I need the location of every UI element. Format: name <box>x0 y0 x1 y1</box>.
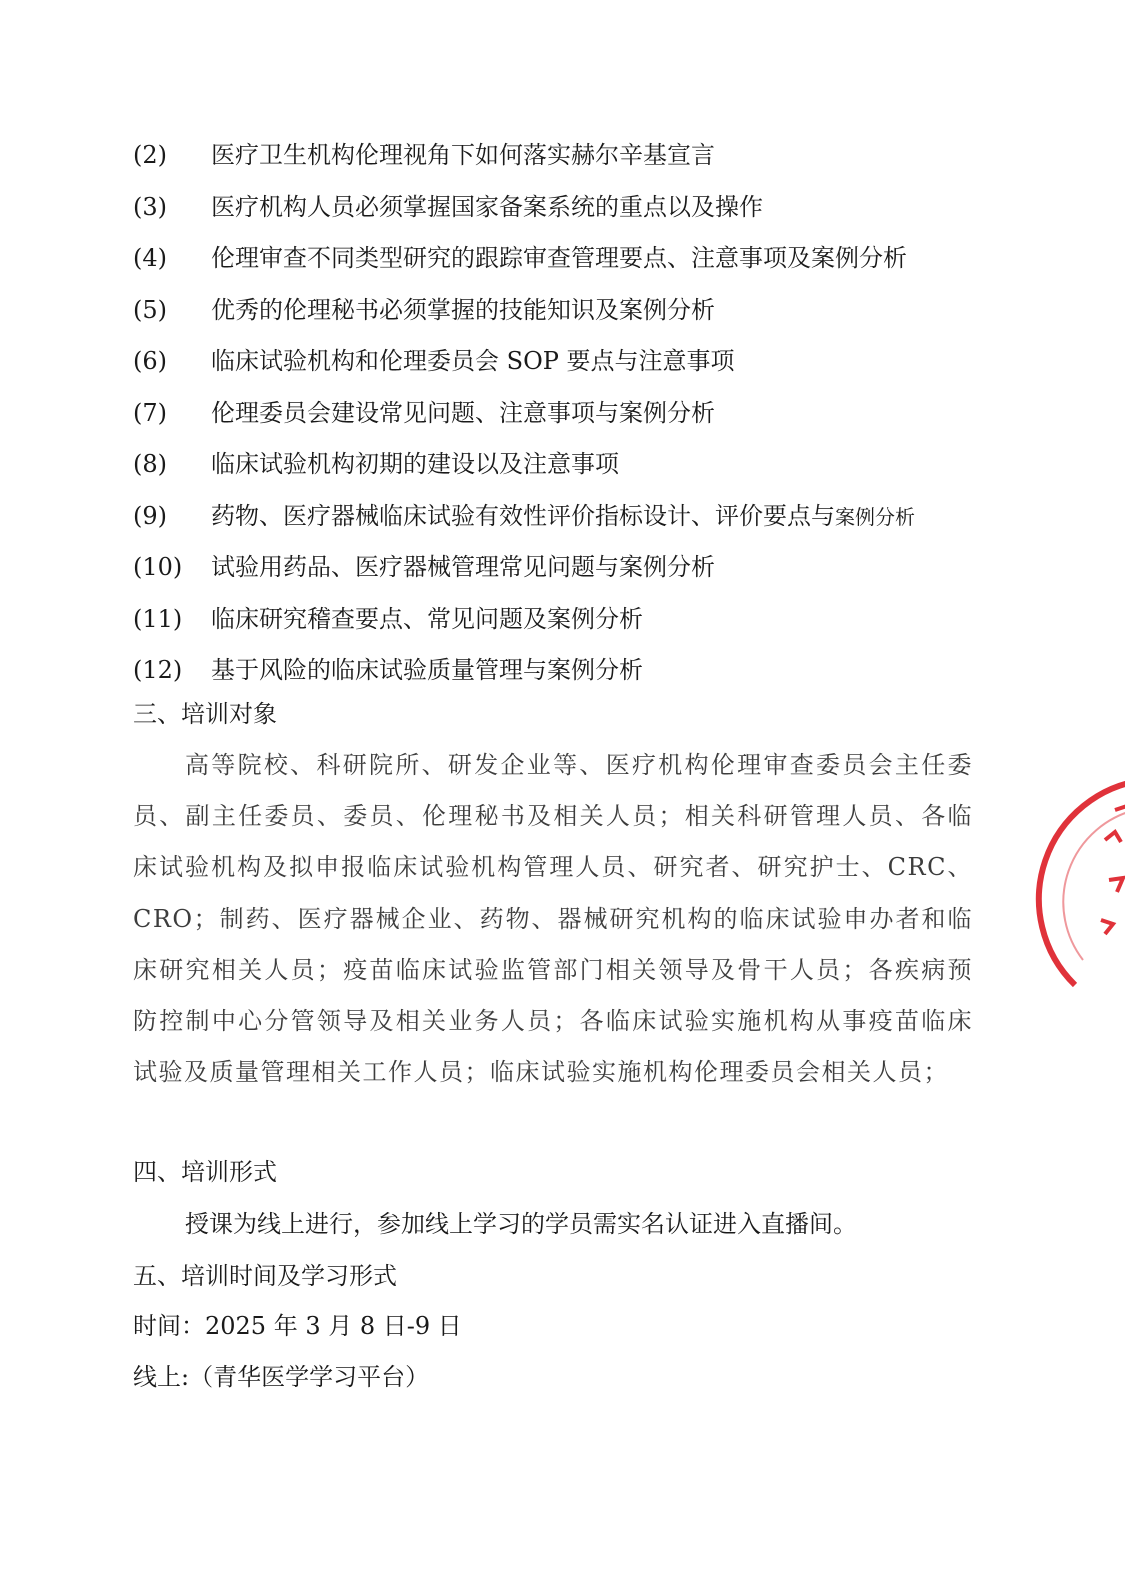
section-heading-training-format: 四、培训形式 <box>133 1158 277 1186</box>
seal-ring <box>1039 780 1125 985</box>
list-item-number: (4) <box>133 244 167 272</box>
list-item <box>133 439 993 491</box>
list-item-number: (12) <box>133 656 183 684</box>
list-item-number: (2) <box>133 141 167 169</box>
list-item <box>133 336 993 388</box>
list-item <box>133 645 993 697</box>
list-item <box>133 594 993 646</box>
list-item <box>133 542 993 594</box>
section-heading-training-time: 五、培训时间及学习形式 <box>133 1262 397 1290</box>
list-item-number: (10) <box>133 553 183 581</box>
course-topic-list <box>133 130 993 697</box>
list-item-text: 伦理委员会建设常见问题、注意事项与案例分析 <box>211 398 715 427</box>
training-date-line: 时间：2025 年 3 月 8 日-9 日 <box>133 1312 462 1340</box>
list-item <box>133 233 993 285</box>
red-seal-stamp <box>1035 770 1125 1000</box>
list-item-text-small: 案例分析 <box>835 504 915 529</box>
list-item <box>133 491 993 543</box>
list-item <box>133 285 993 337</box>
list-item-text: 试验用药品、医疗器械管理常见问题与案例分析 <box>211 553 715 581</box>
list-item-number: (6) <box>133 347 167 375</box>
list-item-number: (11) <box>133 604 183 633</box>
list-item-text: 伦理审查不同类型研究的跟踪审查管理要点、注意事项及案例分析 <box>211 244 907 272</box>
list-item <box>133 388 993 440</box>
list-item-text: 基于风险的临床试验质量管理与案例分析 <box>211 656 643 684</box>
list-item <box>133 182 993 234</box>
list-item-number: (5) <box>133 295 167 324</box>
seal-glyph-marks <box>1101 806 1125 934</box>
training-targets-paragraph: 高等院校、科研院所、研发企业等、医疗机构伦理审查委员会主任委员、副主任委员、委员、伦理秘书及相关人员；相关科研管理人员、各临床试验机构及拟申报临床试验机构管理人员、研究者、研究护士、CRC、CRO；制药、医疗器械企业、药物、器械研究机构的临床试验申办者和临床研究相关人员；疫苗临床试验监管部门相关领导及骨干人员；各疾病预防控制中心分管领导及相关业务人员；各临床试验实施机构从事疫苗临床试验及质量管理相关工作人员；临床试验实施机构伦理委员会相关人员； <box>133 751 973 1087</box>
section-heading-training-targets: 三、培训对象 <box>133 700 277 728</box>
training-platform-line: 线上:（青华医学学习平台） <box>133 1363 430 1391</box>
list-item-number: (9) <box>133 501 167 530</box>
list-item <box>133 130 993 182</box>
training-format-text: 授课为线上进行，参加线上学习的学员需实名认证进入直播间。 <box>185 1210 857 1238</box>
list-item-number: (8) <box>133 450 167 478</box>
list-item-text: 临床研究稽查要点、常见问题及案例分析 <box>211 604 643 633</box>
list-item-text: 医疗机构人员必须掌握国家备案系统的重点以及操作 <box>211 192 763 221</box>
list-item-number: (3) <box>133 192 167 221</box>
list-item-text: 临床试验机构初期的建设以及注意事项 <box>211 450 619 478</box>
list-item-number: (7) <box>133 398 167 427</box>
list-item-text: 药物、医疗器械临床试验有效性评价指标设计、评价要点与 <box>211 501 835 530</box>
list-item-text: 医疗卫生机构伦理视角下如何落实赫尔辛基宣言 <box>211 141 715 169</box>
list-item-text: 临床试验机构和伦理委员会 SOP 要点与注意事项 <box>211 347 735 375</box>
list-item-text: 优秀的伦理秘书必须掌握的技能知识及案例分析 <box>211 295 715 324</box>
